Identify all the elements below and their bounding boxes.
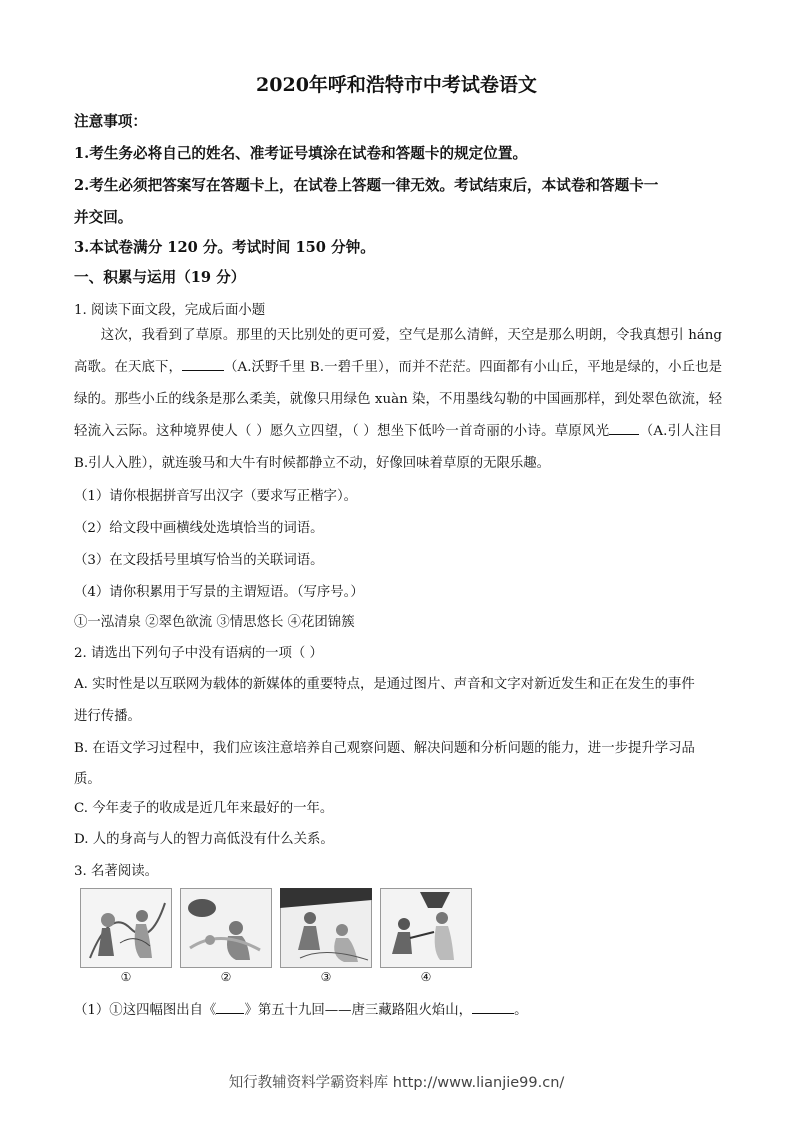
question-3-sub-1 xyxy=(74,999,724,1018)
question-3-stem: 3. 名著阅读。 xyxy=(74,864,158,879)
question-2-stem: 2. 请选出下列句子中没有语病的一项（ ） xyxy=(74,646,323,661)
notice-item-3: 3.本试卷满分 120 分。考试时间 150 分钟。 xyxy=(74,239,375,256)
question-1-options: ①一泓清泉 ②翠色欲流 ③情思悠长 ④花团锦簇 xyxy=(74,615,355,630)
question-3-sub-1-part-a: （1）①这四幅图出自《 xyxy=(74,1003,217,1018)
passage-part-a: 这次，我看到了草原。那里的天比别处的更可爱，空气是那么清鲜，天空是那么明朗，令我真想引 háng 高歌。在天底下， xyxy=(74,328,722,375)
question-1-sub-1: （1）请你根据拼音写出汉字（要求写正楷字）。 xyxy=(74,489,358,504)
notice-item-2a: 2.考生必须把答案写在答题卡上，在试卷上答题一律无效。考试结束后，本试卷和答题卡一 xyxy=(74,177,659,194)
illustration-3 xyxy=(280,888,372,968)
question-1-sub-4: （4）请你积累用于写景的主谓短语。（写序号。） xyxy=(74,585,364,600)
passage-part-c: （A.引人注目 B.引人入胜），就连骏马和大牛有时候都静立不动，好像回味着草原的无限乐趣。 xyxy=(74,424,723,471)
illustration-strip xyxy=(80,888,480,988)
question-1-sub-3: （3）在文段括号里填写恰当的关联词语。 xyxy=(74,553,324,568)
illustration-caption-1: ① xyxy=(120,970,132,984)
answer-blank-1 xyxy=(182,356,224,371)
illustration-2 xyxy=(180,888,272,968)
question-2-option-c: C. 今年麦子的收成是近几年来最好的一年。 xyxy=(74,801,334,816)
question-3-sub-1-part-b: 》第五十九回——唐三藏路阻火焰山， xyxy=(244,1003,473,1018)
notice-item-2b: 并交回。 xyxy=(74,209,133,226)
section-heading: 一、积累与运用（19 分） xyxy=(74,269,246,286)
question-2-option-b-line-1: B. 在语文学习过程中，我们应该注意培养自己观察问题、解决问题和分析问题的能力，进一步提升学习品 xyxy=(74,741,695,756)
reading-passage xyxy=(74,320,722,480)
passage-part-b: （A.沃野千里 B.一碧千里），而并不茫茫。四面都有小山丘，平地是绿的，小丘也是绿的。那些小丘的线条是那么柔美，就像只用绿色 xuàn 染，不用墨线勾勒的中国画那样，到处翠色欲流，轻轻流入云际。这种境界使人（ ）愿久立四望，（ ）想坐下低吟一首奇丽的小诗。草原风光 xyxy=(74,360,723,439)
answer-blank-4 xyxy=(472,999,514,1014)
question-2-option-b-line-2: 质。 xyxy=(74,772,101,787)
notice-item-1: 1.考生务必将自己的姓名、准考证号填涂在试卷和答题卡的规定位置。 xyxy=(74,145,528,162)
question-2-option-a-line-2: 进行传播。 xyxy=(74,709,141,724)
question-2-option-a-line-1: A. 实时性是以互联网为载体的新媒体的重要特点，是通过图片、声音和文字对新近发生和正在发生的事件 xyxy=(74,677,695,692)
answer-blank-2 xyxy=(609,420,639,435)
question-1-sub-2: （2）给文段中画横线处选填恰当的词语。 xyxy=(74,521,324,536)
illustration-4 xyxy=(380,888,472,968)
illustration-caption-2: ② xyxy=(220,970,232,984)
question-3-sub-1-part-c: 。 xyxy=(514,1003,528,1018)
illustration-caption-3: ③ xyxy=(320,970,332,984)
notice-heading: 注意事项： xyxy=(74,113,147,130)
question-1-stem: 1. 阅读下面文段，完成后面小题 xyxy=(74,303,266,318)
illustration-1 xyxy=(80,888,172,968)
illustration-caption-4: ④ xyxy=(420,970,432,984)
page-title: 2020年呼和浩特市中考试卷语文 xyxy=(256,74,537,96)
page-footer: 知行教辅资料学霸资料库 http://www.lianjie99.cn/ xyxy=(228,1075,565,1091)
answer-blank-3 xyxy=(216,999,244,1014)
question-2-option-d: D. 人的身高与人的智力高低没有什么关系。 xyxy=(74,832,334,847)
